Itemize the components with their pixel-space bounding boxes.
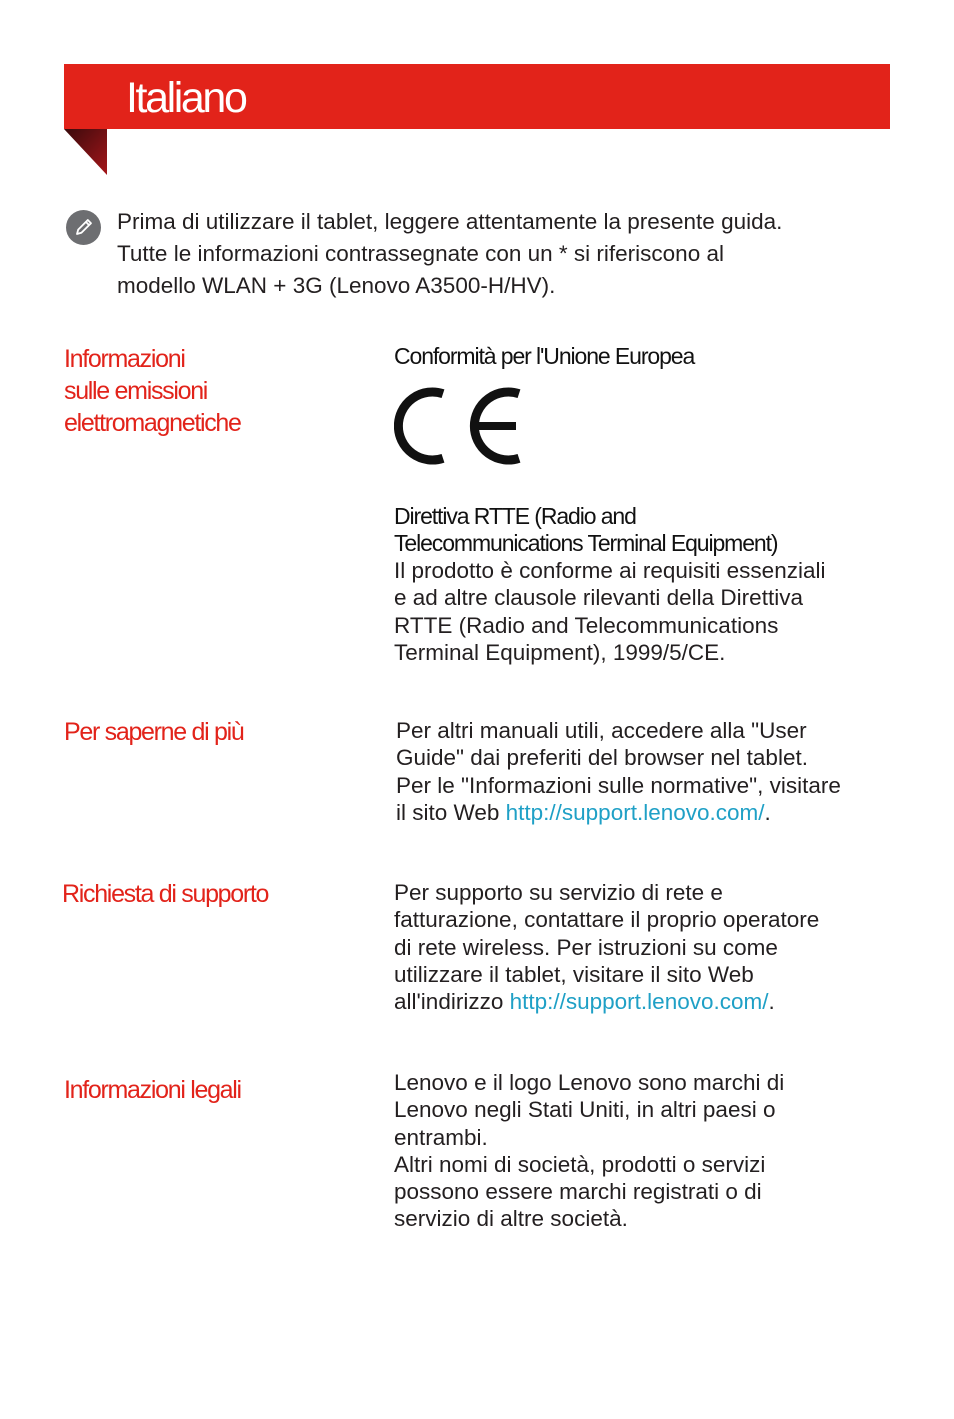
body-line: Altri nomi di società, prodotti o servizi xyxy=(394,1151,766,1177)
intro-note xyxy=(117,206,897,302)
body-line: Terminal Equipment), 1999/5/CE. xyxy=(394,639,726,665)
intro-line: Tutte le informazioni contrassegnate con un * si riferiscono al xyxy=(117,241,724,266)
body-line: utilizzare il tablet, visitare il sito Web xyxy=(394,961,754,987)
body-line: e ad altre clausole rilevanti della Direttiva xyxy=(394,585,803,611)
body-line: Guide" dai preferiti del browser nel tablet. xyxy=(396,745,808,771)
more-info-heading: Per saperne di più xyxy=(64,718,244,746)
link-suffix: . xyxy=(768,989,775,1015)
ce-mark-icon xyxy=(394,384,524,468)
intro-line: modello WLAN + 3G (Lenovo A3500-H/HV). xyxy=(117,273,556,298)
body-line: di rete wireless. Per istruzioni su come xyxy=(394,934,778,960)
body-line xyxy=(394,988,819,1015)
body-line: entrambi. xyxy=(394,1124,488,1150)
more-info-body xyxy=(396,717,841,826)
page-title: Italiano xyxy=(126,74,246,122)
support-heading: Richiesta di supporto xyxy=(62,880,269,908)
legal-body xyxy=(394,1069,784,1233)
rtte-title-line: Direttiva RTTE (Radio and xyxy=(394,503,636,529)
support-body xyxy=(394,879,819,1015)
body-line: RTTE (Radio and Telecommunications xyxy=(394,612,779,638)
support-link[interactable]: http://support.lenovo.com/ xyxy=(509,989,769,1015)
body-line: Il prodotto è conforme ai requisiti essenziali xyxy=(394,558,826,583)
rtte-title-line: Telecommunications Terminal Equipment) xyxy=(394,530,778,556)
body-line: Lenovo e il logo Lenovo sono marchi di xyxy=(394,1070,785,1095)
body-line: fatturazione, contattare il proprio operatore xyxy=(394,907,820,933)
support-link[interactable]: http://support.lenovo.com/ xyxy=(505,799,765,825)
body-line: possono essere marchi registrati o di xyxy=(394,1179,762,1205)
heading-line: elettromagnetiche xyxy=(64,409,241,437)
intro-line: Prima di utilizzare il tablet, leggere attentamente la presente guida. xyxy=(117,209,783,234)
link-prefix: all'indirizzo xyxy=(394,989,510,1015)
link-prefix: il sito Web xyxy=(396,799,506,825)
body-line: Per altri manuali utili, accedere alla "User xyxy=(396,718,807,743)
header-banner xyxy=(64,64,890,129)
body-line xyxy=(396,799,841,826)
body-line: servizio di altre società. xyxy=(394,1206,628,1232)
legal-heading: Informazioni legali xyxy=(64,1076,241,1104)
heading-line: Informazioni xyxy=(64,345,185,373)
heading-line: sulle emissioni xyxy=(64,377,208,405)
body-line: Lenovo negli Stati Uniti, in altri paesi o xyxy=(394,1097,776,1123)
rtte-title xyxy=(394,503,777,557)
banner-fold-decoration xyxy=(64,129,107,175)
pencil-icon xyxy=(66,210,101,245)
body-line: Per le "Informazioni sulle normative", visitare xyxy=(396,772,841,798)
conformity-title: Conformità per l'Unione Europea xyxy=(394,343,695,369)
emissions-heading xyxy=(64,343,241,439)
rtte-body xyxy=(394,557,825,666)
body-line: Per supporto su servizio di rete e xyxy=(394,880,723,905)
link-suffix: . xyxy=(764,799,771,825)
